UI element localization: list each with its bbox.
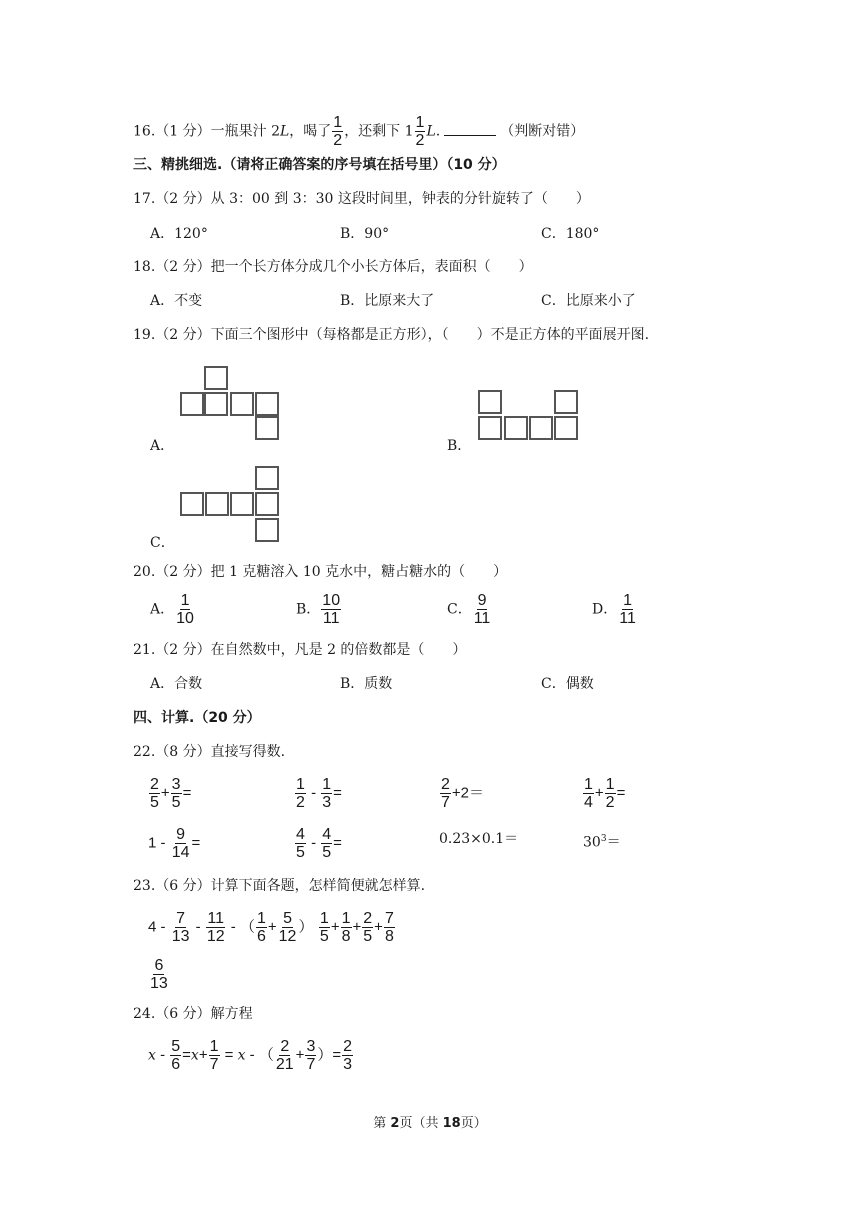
q21-option-a[interactable]: A．合数 <box>150 676 203 692</box>
q22-expr-7: 0.23×0.1＝ <box>439 831 519 847</box>
q24-stem: 24.（6 分）解方程 <box>133 1006 253 1022</box>
q16: 16.（1 分）一瓶果汁 2L，喝了 $\frac{1}{2}$ ，还剩下 1 $\frac{1}{2}$ L. （判断对错） <box>133 114 585 149</box>
q22-expr-2: $\frac{1}{2}$ - $\frac{1}{3}$ = <box>296 776 342 811</box>
q20-option-c[interactable]: C． $\frac{9}{11}$ <box>447 592 491 627</box>
q18-stem: 18.（2 分）把一个长方体分成几个小长方体后，表面积（ ） <box>133 259 533 275</box>
q22-expr-3: $\frac{2}{7}$ +2＝ <box>441 776 485 811</box>
q24-equations: x - $\frac{5}{6}$ =x+ $\frac{1}{7}$ = x - （ $\frac{2}{21}$ + $\frac{3}{7}$ ）= $\frac{2}{3}$ <box>148 1038 353 1073</box>
q17-option-a[interactable]: A．120° <box>150 226 208 242</box>
section-4-heading: 四、计算.（20 分） <box>133 710 261 726</box>
q22-expr-1: $\frac{2}{5}$ + $\frac{3}{5}$ = <box>150 776 192 811</box>
answer-blank[interactable] <box>444 121 496 136</box>
q17-option-b[interactable]: B．90° <box>340 226 390 242</box>
q17-stem: 17.（2 分）从 3：00 到 3：30 这段时间里，钟表的分针旋转了（ ） <box>133 191 590 207</box>
q23-expr-cont: $\frac{6}{13}$ <box>150 957 168 992</box>
q19-option-c[interactable]: C． <box>150 535 175 551</box>
q21-option-c[interactable]: C．偶数 <box>541 676 594 692</box>
q19-stem: 19.（2 分）下面三个图形中（每格都是正方形），（ ）不是正方体的平面展开图. <box>133 327 650 343</box>
q23-stem: 23.（6 分）计算下面各题，怎样简便就怎样算. <box>133 878 426 894</box>
q21-stem: 21.（2 分）在自然数中，凡是 2 的倍数都是（ ） <box>133 642 467 658</box>
q21-option-b[interactable]: B．质数 <box>340 676 393 692</box>
fraction: $\frac{1}{2}$ <box>333 114 343 149</box>
q20-option-b[interactable]: B． $\frac{10}{11}$ <box>296 592 341 627</box>
q22-stem: 22.（8 分）直接写得数. <box>133 744 286 760</box>
q19-option-b[interactable]: B． <box>447 438 472 454</box>
section-3-heading: 三、精挑细选.（请将正确答案的序号填在括号里）（10 分） <box>133 157 506 173</box>
q18-option-c[interactable]: C．比原来小了 <box>541 293 636 309</box>
q17-option-c[interactable]: C．180° <box>541 226 600 242</box>
fraction: $\frac{1}{2}$ <box>415 114 425 149</box>
q18-option-a[interactable]: A．不变 <box>150 293 203 309</box>
q20-stem: 20.（2 分）把 1 克糖溶入 10 克水中，糖占糖水的（ ） <box>133 564 508 580</box>
q20-option-a[interactable]: A． $\frac{1}{10}$ <box>150 592 194 627</box>
q22-expr-5: 1 - $\frac{9}{14}$ = <box>148 826 201 861</box>
q22-expr-4: $\frac{1}{4}$ + $\frac{1}{2}$ = <box>584 776 626 811</box>
q20-option-d[interactable]: D． $\frac{1}{11}$ <box>592 592 636 627</box>
q19-option-a[interactable]: A． <box>150 438 175 454</box>
q22-expr-8: $30^3=$ <box>583 834 621 851</box>
q18-option-b[interactable]: B．比原来大了 <box>340 293 435 309</box>
page-footer: 第 2页（共 18页） <box>373 1116 487 1131</box>
q22-expr-6: $\frac{4}{5}$ - $\frac{4}{5}$ = <box>296 826 342 861</box>
q23-expr-1: 4 - $\frac{7}{13}$ - $\frac{11}{12}$ - （ $\frac{1}{6}$ + $\frac{5}{12}$ ） $\frac{1}{5}$ + $\frac{1}{8}$ + $\frac{2}{5}$ + $\frac{7}{8}$ <box>148 910 394 945</box>
